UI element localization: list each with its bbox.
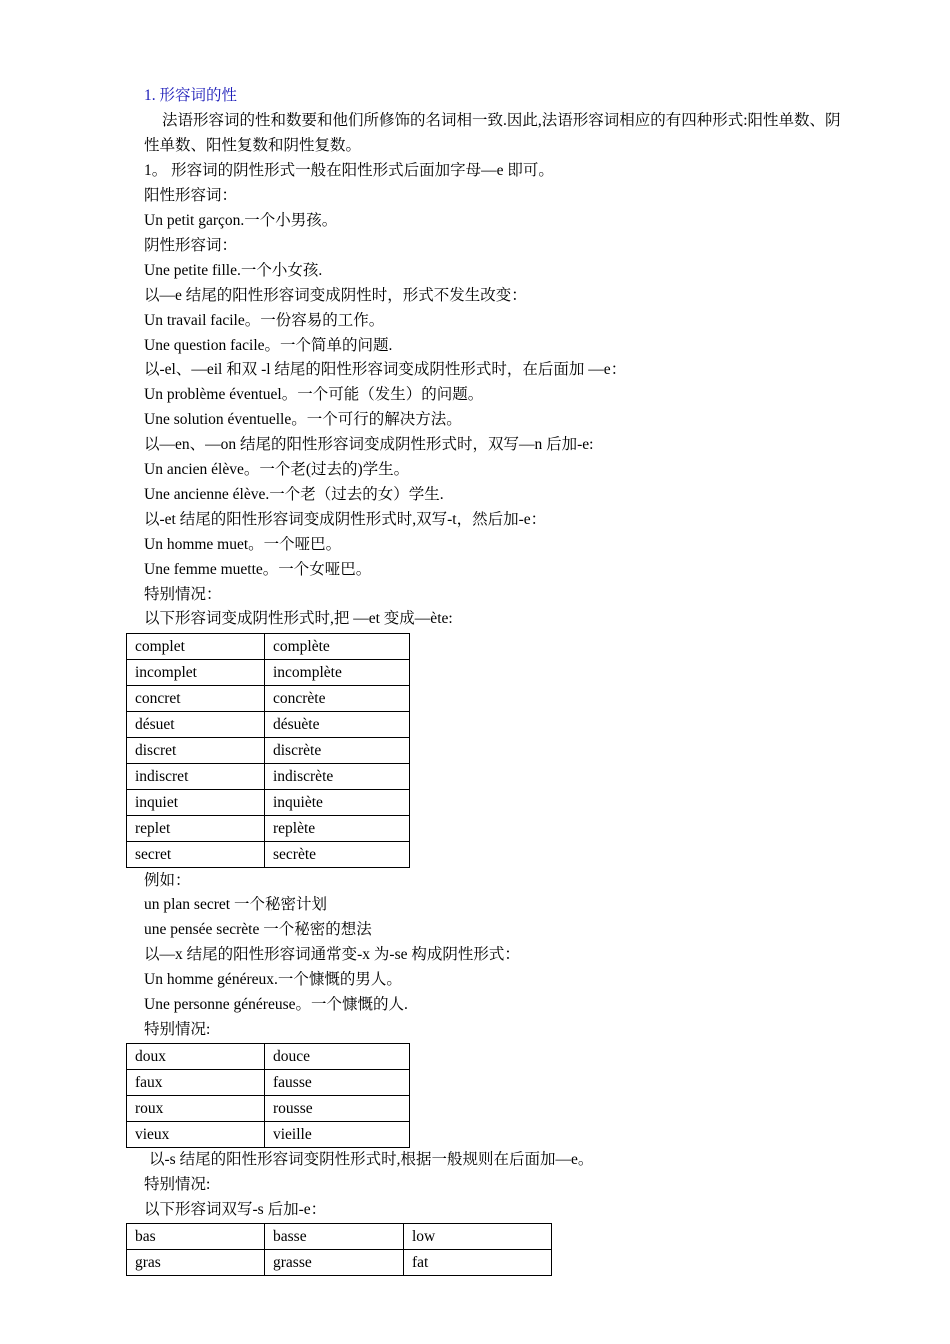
table-cell: roux <box>127 1096 265 1122</box>
table-cell: fausse <box>265 1070 410 1096</box>
table-row <box>127 660 410 686</box>
table-cell: concrète <box>265 686 410 712</box>
table-cell: incomplet <box>127 660 265 686</box>
table-cell: indiscrète <box>265 764 410 790</box>
text-line: 以-s 结尾的阳性形容词变阴性形式时,根据一般规则在后面加—e。 <box>149 1151 594 1168</box>
text-line: 特别情况: <box>144 1021 211 1038</box>
table-cell: faux <box>127 1070 265 1096</box>
text-line: Un travail facile。一份容易的工作。 <box>144 312 385 329</box>
table-cell: douce <box>265 1044 410 1070</box>
table-cell: basse <box>265 1224 404 1250</box>
text-line: Une solution éventuelle。一个可行的解决方法。 <box>144 411 462 428</box>
text-line: une pensée secrète 一个秘密的想法 <box>144 921 372 938</box>
table-row <box>127 712 410 738</box>
table-row <box>127 790 410 816</box>
table-cell: désuète <box>265 712 410 738</box>
table-row <box>127 1096 410 1122</box>
text-line: Un ancien élève。一个老(过去的)学生。 <box>144 461 410 478</box>
table-row <box>127 764 410 790</box>
table-cell: low <box>404 1224 552 1250</box>
text-line: Une femme muette。一个女哑巴。 <box>144 561 372 578</box>
table-cell: doux <box>127 1044 265 1070</box>
table-cell: inquiet <box>127 790 265 816</box>
text-line: 特别情况： <box>144 586 222 603</box>
table-row <box>127 1044 410 1070</box>
text-line: 阴性形容词： <box>144 237 238 254</box>
table-s-sse <box>126 1223 552 1276</box>
text-line: 阳性形容词： <box>144 187 238 204</box>
text-line: 以—en、—on 结尾的阳性形容词变成阴性形式时，双写—n 后加-e: <box>144 436 594 453</box>
table-row <box>127 634 410 660</box>
text-line: 例如： <box>144 872 191 889</box>
table-cell: discret <box>127 738 265 764</box>
table-cell: secrète <box>265 842 410 868</box>
text-line: 以下形容词双写-s 后加-e： <box>144 1201 327 1218</box>
table-row <box>127 1122 410 1148</box>
section-heading: 1. 形容词的性 <box>144 87 238 104</box>
table-cell: complet <box>127 634 265 660</box>
text-line: Un petit garçon.一个小男孩。 <box>144 212 338 229</box>
text-line: Une question facile。一个简单的问题. <box>144 337 393 354</box>
table-row <box>127 1070 410 1096</box>
table-cell: grasse <box>265 1250 404 1276</box>
table-cell: incomplète <box>265 660 410 686</box>
text-line: 特别情况: <box>144 1176 211 1193</box>
table-row <box>127 738 410 764</box>
table-row <box>127 1250 552 1276</box>
text-line: Une ancienne élève.一个老（过去的女）学生. <box>144 486 444 503</box>
table-row <box>127 1224 552 1250</box>
table-x-se <box>126 1043 410 1148</box>
text-line: un plan secret 一个秘密计划 <box>144 896 327 913</box>
table-cell: gras <box>127 1250 265 1276</box>
text-line: 以-el、—eil 和双 -l 结尾的阳性形容词变成阴性形式时，在后面加 —e： <box>144 361 627 378</box>
text-line: Un problème éventuel。一个可能（发生）的问题。 <box>144 386 484 403</box>
table-row <box>127 816 410 842</box>
text-line: 1。 形容词的阴性形式一般在阳性形式后面加字母—e 即可。 <box>144 162 554 179</box>
table-cell: désuet <box>127 712 265 738</box>
text-line: Une petite fille.一个小女孩. <box>144 262 323 279</box>
table-cell: indiscret <box>127 764 265 790</box>
table-row <box>127 842 410 868</box>
text-line: 以-et 结尾的阳性形容词变成阴性形式时,双写-t，然后加-e： <box>144 511 547 528</box>
text-line: Un homme généreux.一个慷慨的男人。 <box>144 971 402 988</box>
table-cell: inquiète <box>265 790 410 816</box>
table-cell: replète <box>265 816 410 842</box>
table-cell: secret <box>127 842 265 868</box>
table-cell: fat <box>404 1250 552 1276</box>
text-line: Un homme muet。一个哑巴。 <box>144 536 342 553</box>
table-cell: complète <box>265 634 410 660</box>
text-line: 以—e 结尾的阳性形容词变成阴性时，形式不发生改变： <box>144 287 527 304</box>
table-cell: discrète <box>265 738 410 764</box>
table-cell: vieux <box>127 1122 265 1148</box>
text-line: 以下形容词变成阴性形式时,把 —et 变成—ète: <box>144 610 453 627</box>
table-cell: rousse <box>265 1096 410 1122</box>
table-cell: replet <box>127 816 265 842</box>
table-cell: vieille <box>265 1122 410 1148</box>
intro-paragraph: 法语形容词的性和数要和他们所修饰的名词相一致.因此,法语形容词相应的有四种形式:阳性单数、阴性单数、阳性复数和阴性复数。 <box>144 112 841 154</box>
table-et-ete <box>126 633 410 868</box>
table-cell: bas <box>127 1224 265 1250</box>
table-row <box>127 686 410 712</box>
table-cell: concret <box>127 686 265 712</box>
text-line: Une personne généreuse。一个慷慨的人. <box>144 996 408 1013</box>
text-line: 以—x 结尾的阳性形容词通常变-x 为-se 构成阴性形式： <box>144 946 520 963</box>
